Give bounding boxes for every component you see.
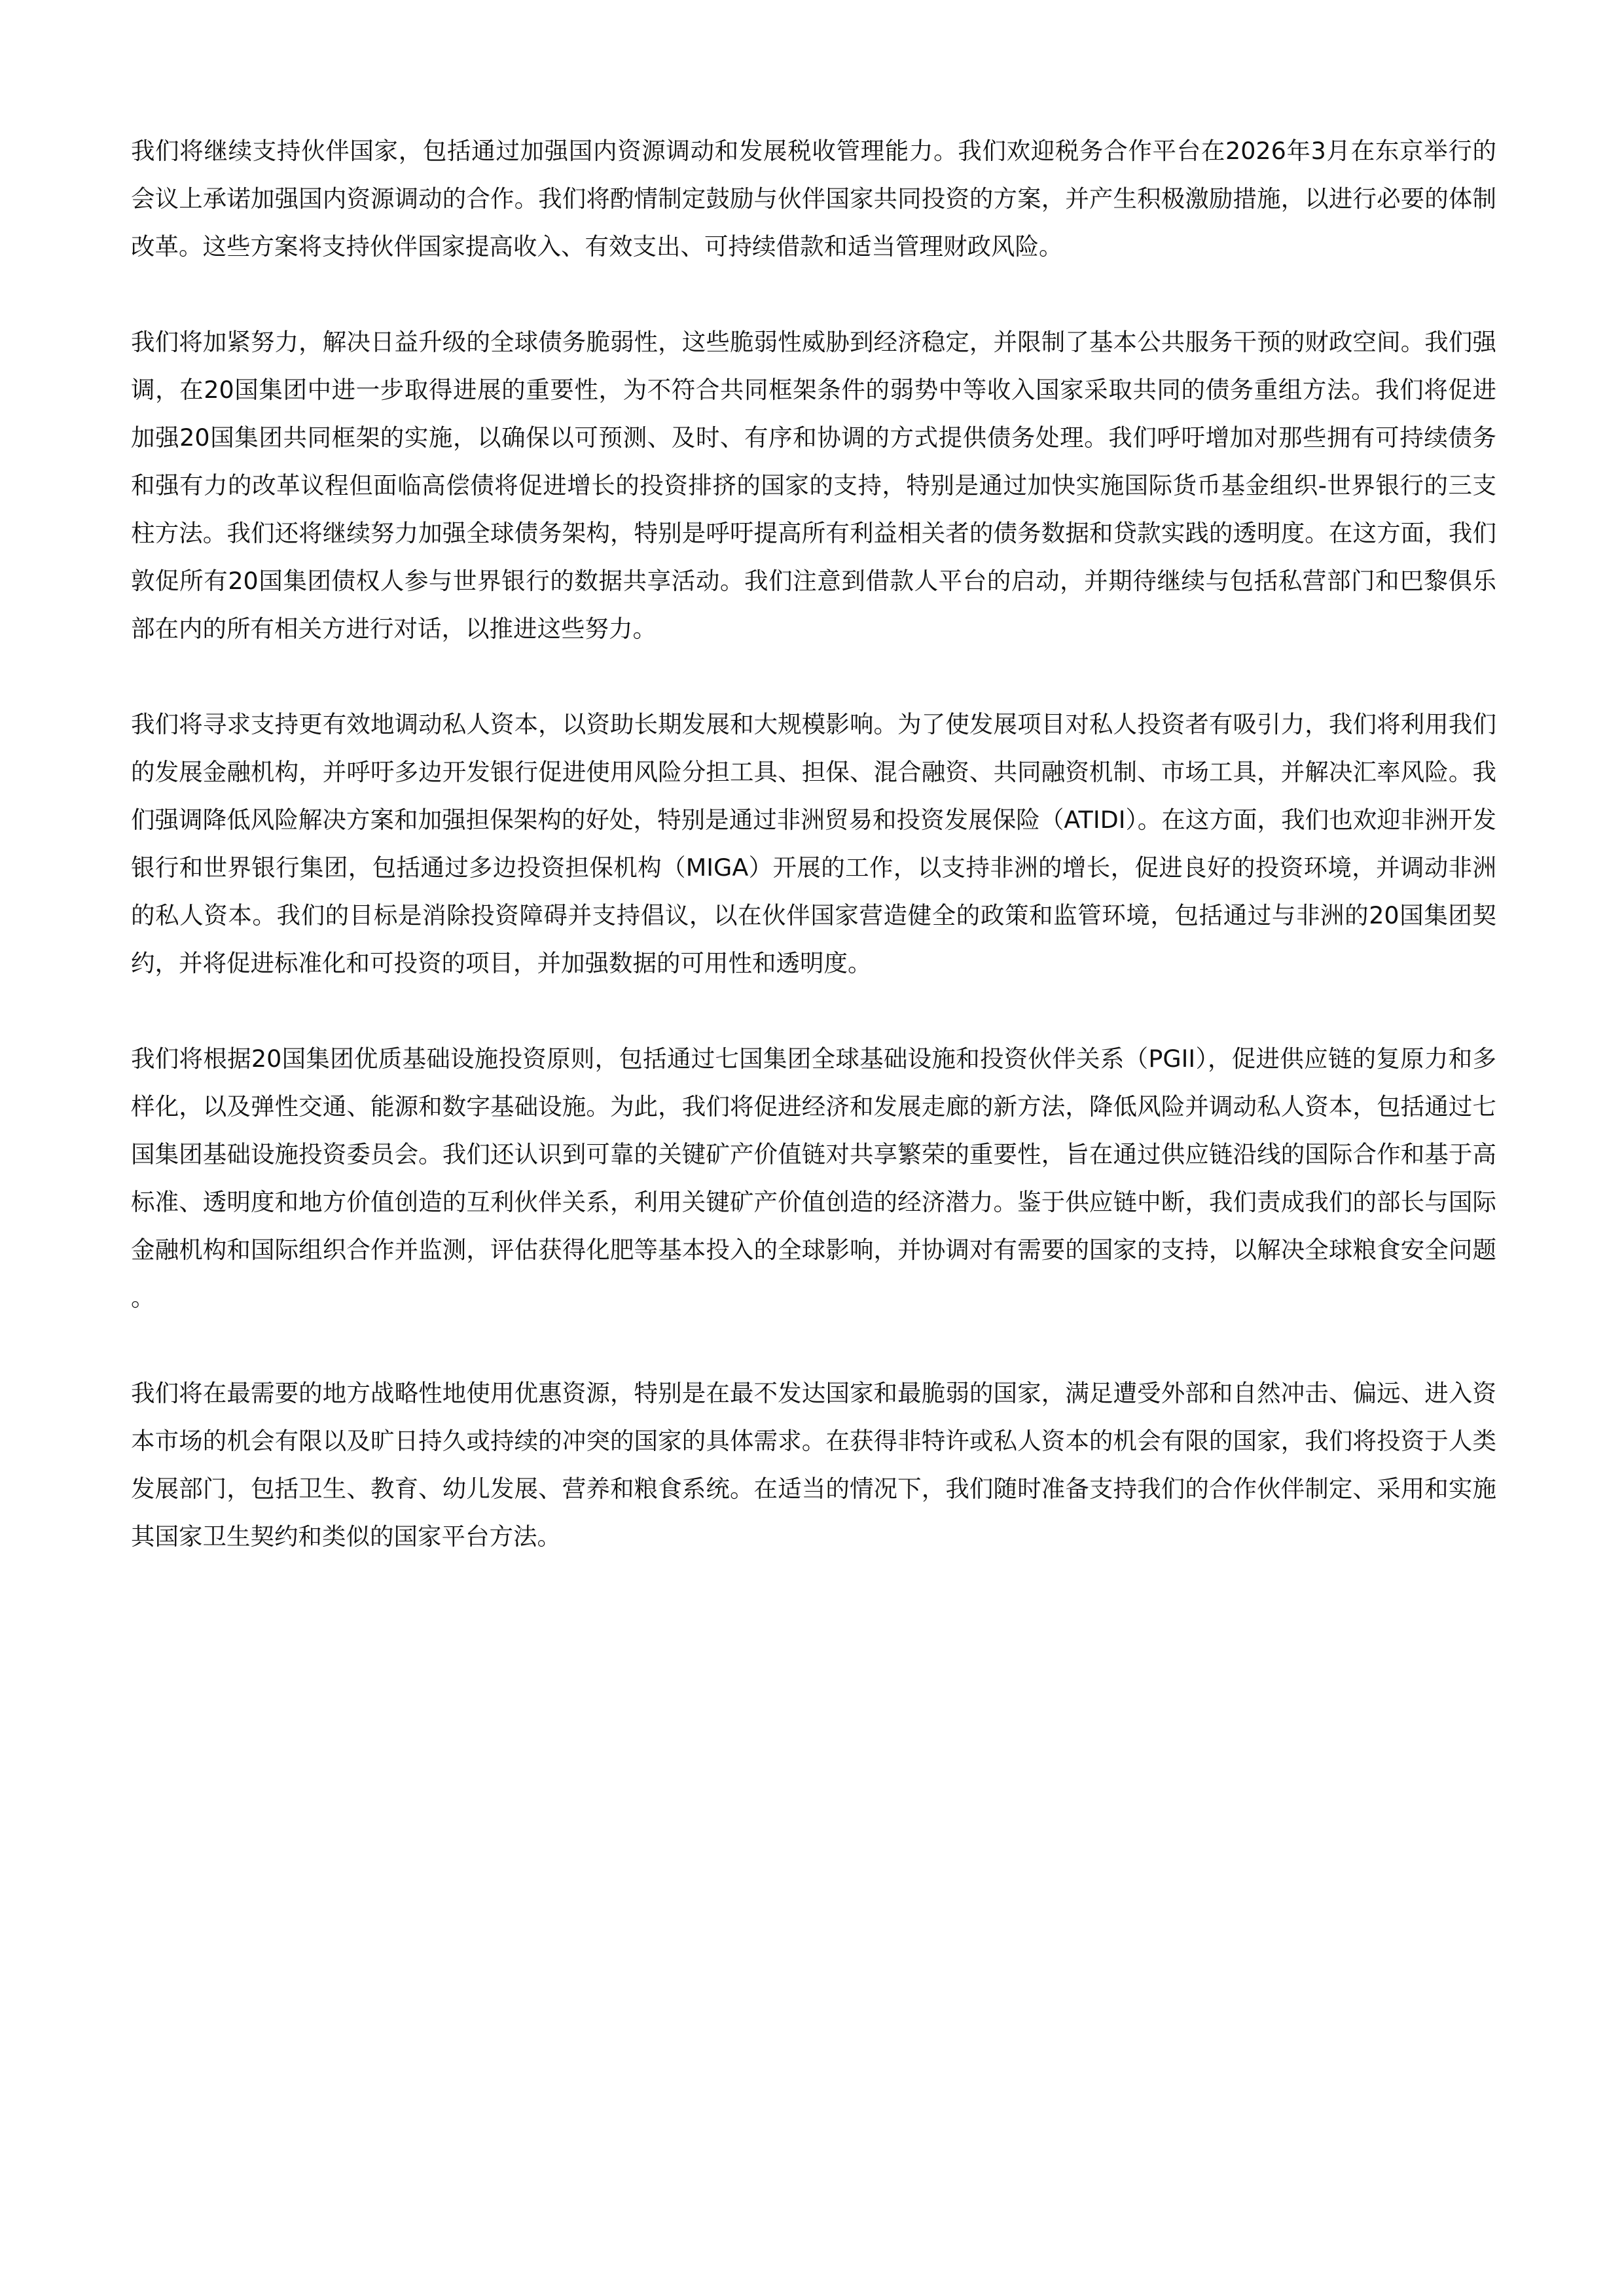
paragraph-domestic-resources: 我们将继续支持伙伴国家，包括通过加强国内资源调动和发展税收管理能力。我们欢迎税务合作平台在2026年3月在东京举行的会议上承诺加强国内资源调动的合作。我们将酌情制定鼓励与伙伴国家共同投资的方案，并产生积极激励措施，以进行必要的体制改革。这些方案将支持伙伴国家提高收入、有效支出、可持续借款和适当管理财政风险。: [131, 137, 1496, 260]
paragraph-concessional-resources: 我们将在最需要的地方战略性地使用优惠资源，特别是在最不发达国家和最脆弱的国家，满足遭受外部和自然冲击、偏远、进入资本市场的机会有限以及旷日持久或持续的冲突的国家的具体需求。在获得非特许或私人资本的机会有限的国家，我们将投资于人类发展部门，包括卫生、教育、幼儿发展、营养和粮食系统。在适当的情况下，我们随时准备支持我们的合作伙伴制定、采用和实施其国家卫生契约和类似的国家平台方法。: [131, 1379, 1496, 1551]
paragraph-private-capital: 我们将寻求支持更有效地调动私人资本，以资助长期发展和大规模影响。为了使发展项目对私人投资者有吸引力，我们将利用我们的发展金融机构，并呼吁多边开发银行促进使用风险分担工具、担保、混合融资、共同融资机制、市场工具，并解决汇率风险。我们强调降低风险解决方案和加强担保架构的好处，特别是通过非洲贸易和投资发展保险（ATIDI）。在这方面，我们也欢迎非洲开发银行和世界银行集团，包括通过多边投资担保机构（MIGA）开展的工作，以支持非洲的增长，促进良好的投资环境，并调动非洲的私人资本。我们的目标是消除投资障碍并支持倡议，以在伙伴国家营造健全的政策和监管环境，包括通过与非洲的20国集团契约，并将促进标准化和可投资的项目，并加强数据的可用性和透明度。: [131, 710, 1496, 977]
paragraph-debt-vulnerabilities: 我们将加紧努力，解决日益升级的全球债务脆弱性，这些脆弱性威胁到经济稳定，并限制了基本公共服务干预的财政空间。我们强调，在20国集团中进一步取得进展的重要性，为不符合共同框架条件的弱势中等收入国家采取共同的债务重组方法。我们将促进加强20国集团共同框架的实施，以确保以可预测、及时、有序和协调的方式提供债务处理。我们呼吁增加对那些拥有可持续债务和强有力的改革议程但面临高偿债将促进增长的投资排挤的国家的支持，特别是通过加快实施国际货币基金组织-世界银行的三支柱方法。我们还将继续努力加强全球债务架构，特别是呼吁提高所有利益相关者的债务数据和贷款实践的透明度。在这方面，我们敦促所有20国集团债权人参与世界银行的数据共享活动。我们注意到借款人平台的启动，并期待继续与包括私营部门和巴黎俱乐部在内的所有相关方进行对话，以推进这些努力。: [131, 328, 1496, 643]
paragraph-infrastructure-supply-chains: 我们将根据20国集团优质基础设施投资原则，包括通过七国集团全球基础设施和投资伙伴关系（PGII），促进供应链的复原力和多样化，以及弹性交通、能源和数字基础设施。为此，我们将促进经济和发展走廊的新方法，降低风险并调动私人资本，包括通过七国集团基础设施投资委员会。我们还认识到可靠的关键矿产价值链对共享繁荣的重要性，旨在通过供应链沿线的国际合作和基于高标准、透明度和地方价值创造的互利伙伴关系，利用关键矿产价值创造的经济潜力。鉴于供应链中断，我们责成我们的部长与国际金融机构和国际组织合作并监测，评估获得化肥等基本投入的全球影响，并协调对有需要的国家的支持，以解决全球粮食安全问题。: [131, 1045, 1496, 1312]
document-body: [131, 127, 1496, 1560]
